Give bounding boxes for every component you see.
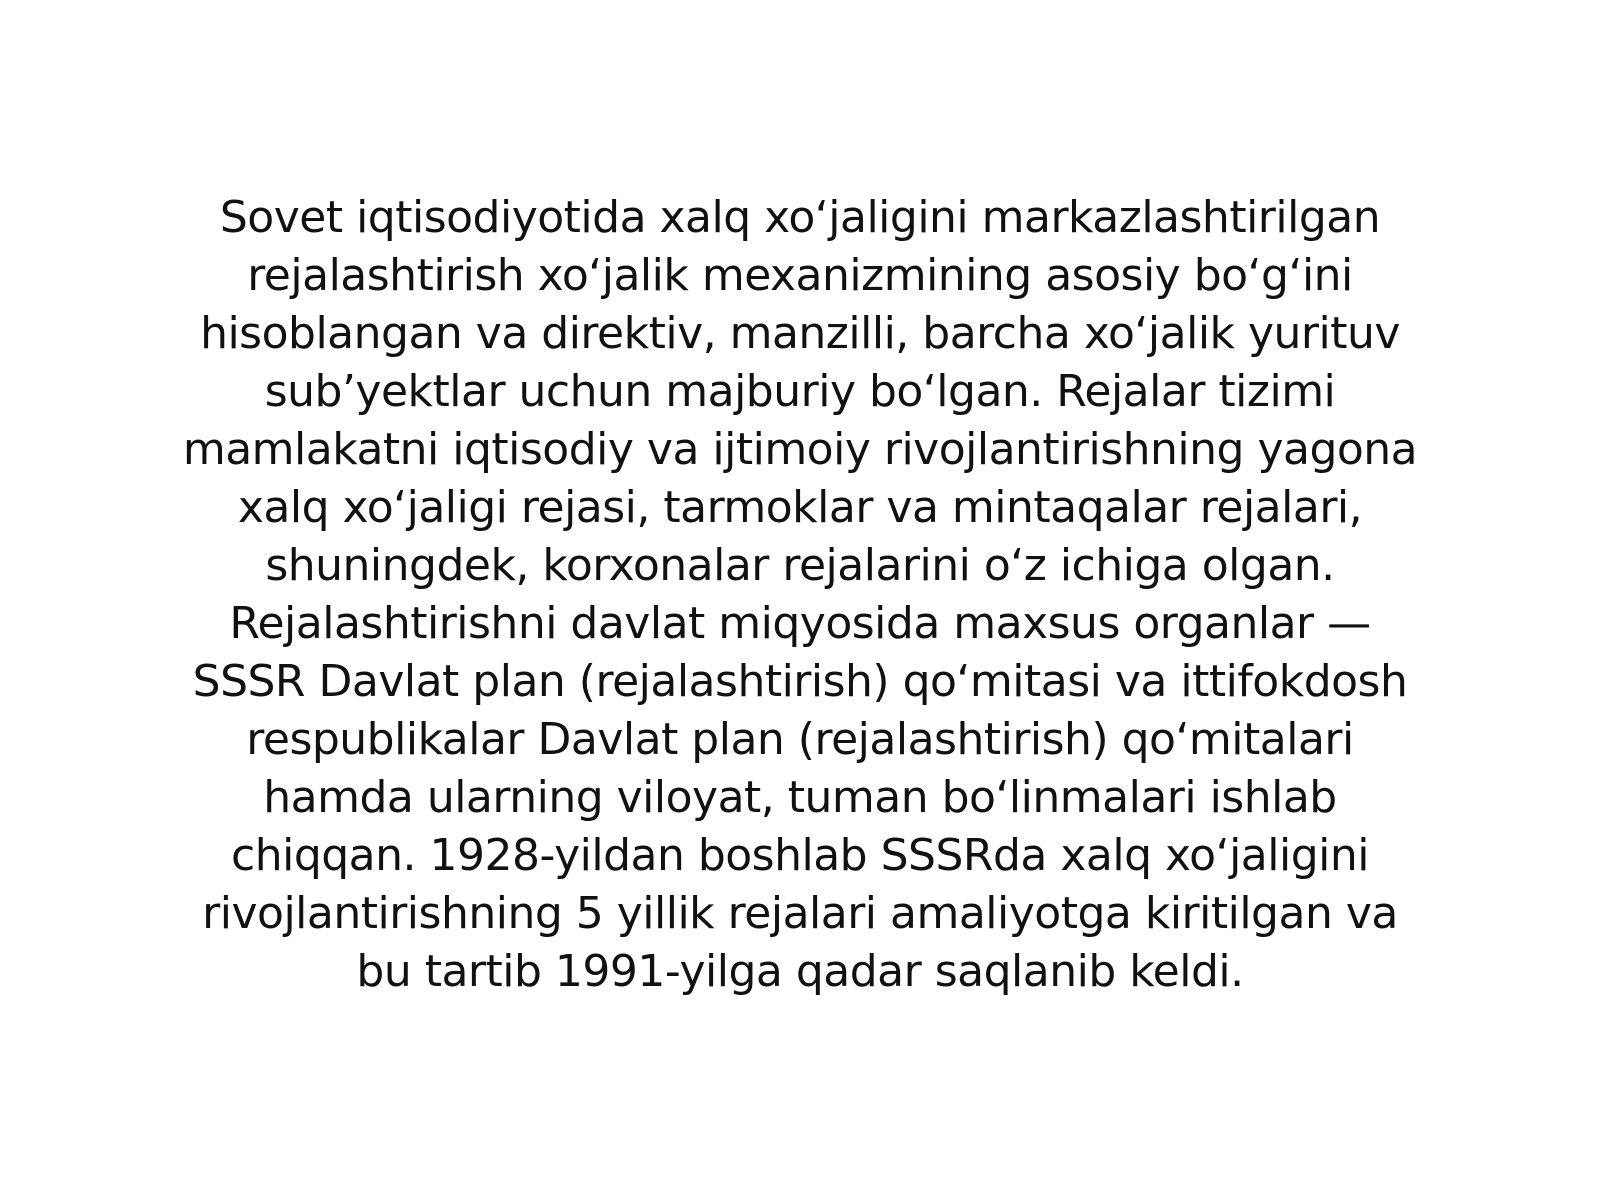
text-line: xalq xoʻjaligi rejasi, tarmoklar va mintaqalar rejalari, xyxy=(237,482,1363,533)
text-line: respublikalar Davlat plan (rejalashtirish) qoʻmitalari xyxy=(246,714,1354,765)
text-line: Sovet iqtisodiyotida xalq xoʻjaligini markazlashtirilgan xyxy=(219,192,1381,243)
text-line: hisoblangan va direktiv, manzilli, barcha xoʻjalik yurituv xyxy=(200,308,1400,359)
text-line: rejalashtirish xoʻjalik mexanizmining asosiy boʻgʻini xyxy=(247,250,1353,301)
text-line: shuningdek, korxonalar rejalarini oʻz ichiga olgan. xyxy=(265,540,1335,591)
text-line: SSSR Davlat plan (rejalashtirish) qoʻmitasi va ittifokdosh xyxy=(192,656,1408,707)
text-line: mamlakatni iqtisodiy va ijtimoiy rivojlantirishning yagona xyxy=(182,424,1418,475)
body-text xyxy=(160,189,1440,1001)
text-line: subʼyektlar uchun majburiy boʻlgan. Rejalar tizimi xyxy=(264,366,1336,417)
text-line: chiqqan. 1928-yildan boshlab SSSRda xalq xoʻjaligini xyxy=(231,830,1369,881)
text-line: hamda ularning viloyat, tuman boʻlinmalari ishlab xyxy=(263,772,1337,823)
text-line: rivojlantirishning 5 yillik rejalari amaliyotga kiritilgan va xyxy=(202,888,1398,939)
text-line: bu tartib 1991-yilga qadar saqlanib keldi. xyxy=(356,946,1244,997)
text-line: Rejalashtirishni davlat miqyosida maxsus organlar — xyxy=(229,598,1371,649)
